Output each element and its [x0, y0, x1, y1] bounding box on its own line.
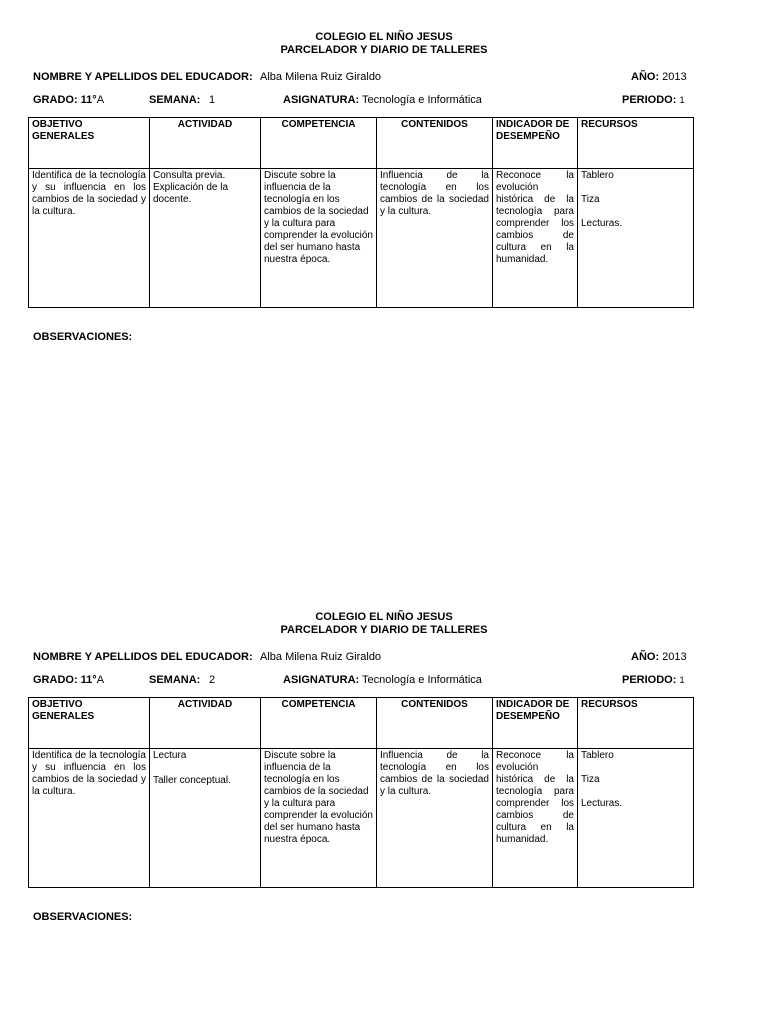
recurso-item: Lecturas. [581, 798, 623, 809]
school-name: COLEGIO EL NIÑO JESUS [315, 611, 453, 623]
cell-contenidos: Influencia de la tecnología en los cambios de la sociedad y la cultura. [377, 749, 493, 888]
cell-recursos [578, 169, 694, 308]
table-header-row [29, 118, 694, 169]
grade-value: A [96, 94, 105, 106]
table-header-row [29, 698, 694, 749]
header-objetivo: OBJETIVO GENERALES [29, 118, 150, 169]
document-subtitle: PARCELADOR Y DIARIO DE TALLERES [280, 624, 488, 636]
period-label: PERIODO: [622, 94, 677, 106]
table-row [29, 749, 694, 888]
header-indicador: INDICADOR DE DESEMPEÑO [493, 698, 578, 749]
header-recursos: RECURSOS [578, 118, 694, 169]
header-actividad: ACTIVIDAD [150, 698, 261, 749]
week-value: 2 [209, 674, 216, 686]
period-value: 1 [679, 675, 685, 685]
educator-value: Alba Milena Ruiz Giraldo [260, 71, 382, 83]
period-value: 1 [679, 95, 685, 105]
cell-objetivo: Identifica de la tecnología y su influencia en los cambios de la sociedad y la cultura. [29, 169, 150, 308]
recurso-item: Tiza [581, 774, 600, 785]
header-actividad: ACTIVIDAD [150, 118, 261, 169]
cell-competencia: Discute sobre la influencia de la tecnología en los cambios de la sociedad y la cultura para comprender la evolución del ser humano hasta nuestra época. [261, 749, 377, 888]
year-label: AÑO: [631, 651, 660, 663]
actividad-item: Lectura [153, 750, 187, 761]
observaciones-label: OBSERVACIONES: [33, 331, 133, 343]
actividad-item: Explicación de la docente. [153, 182, 229, 205]
cell-actividad [150, 749, 261, 888]
year-label: AÑO: [631, 71, 660, 83]
cell-indicador: Reconoce la evolución histórica de la tecnología para comprender los cambios de cultura en la humanidad. [493, 169, 578, 308]
document-subtitle: PARCELADOR Y DIARIO DE TALLERES [280, 44, 488, 56]
grade-value: A [96, 674, 105, 686]
recurso-item: Tiza [581, 194, 600, 205]
grade-label: GRADO: 11° [33, 94, 97, 106]
info-row [33, 93, 686, 107]
educator-row [33, 70, 686, 84]
educator-value: Alba Milena Ruiz Giraldo [260, 651, 382, 663]
plan-table [28, 117, 694, 308]
subject-label: ASIGNATURA: [283, 94, 360, 106]
cell-objetivo: Identifica de la tecnología y su influencia en los cambios de la sociedad y la cultura. [29, 749, 150, 888]
table-row [29, 169, 694, 308]
educator-label: NOMBRE Y APELLIDOS DEL EDUCADOR: [33, 71, 253, 83]
header-contenidos: CONTENIDOS [377, 118, 493, 169]
document-header [0, 31, 768, 57]
year-value: 2013 [662, 71, 687, 83]
header-competencia: COMPETENCIA [261, 698, 377, 749]
recurso-item: Lecturas. [581, 218, 623, 229]
header-objetivo: OBJETIVO GENERALES [29, 698, 150, 749]
year-value: 2013 [662, 651, 687, 663]
week-label: SEMANA: [149, 94, 201, 106]
cell-actividad [150, 169, 261, 308]
grade-label: GRADO: 11° [33, 674, 97, 686]
header-indicador: INDICADOR DE DESEMPEÑO [493, 118, 578, 169]
cell-indicador: Reconoce la evolución histórica de la tecnología para comprender los cambios de cultura en la humanidad. [493, 749, 578, 888]
header-recursos: RECURSOS [578, 698, 694, 749]
observaciones-label: OBSERVACIONES: [33, 911, 133, 923]
cell-contenidos: Influencia de la tecnología en los cambios de la sociedad y la cultura. [377, 169, 493, 308]
plan-table [28, 697, 694, 888]
educator-row [33, 650, 686, 664]
recurso-item: Tablero [581, 750, 614, 761]
document-header [0, 611, 768, 637]
week-value: 1 [209, 94, 216, 106]
subject-value: Tecnología e Informática [362, 674, 482, 686]
actividad-item: Consulta previa. [153, 170, 226, 181]
school-name: COLEGIO EL NIÑO JESUS [315, 31, 453, 43]
subject-label: ASIGNATURA: [283, 674, 360, 686]
educator-label: NOMBRE Y APELLIDOS DEL EDUCADOR: [33, 651, 253, 663]
week-label: SEMANA: [149, 674, 201, 686]
cell-recursos [578, 749, 694, 888]
header-competencia: COMPETENCIA [261, 118, 377, 169]
period-label: PERIODO: [622, 674, 677, 686]
subject-value: Tecnología e Informática [362, 94, 482, 106]
actividad-item: Taller conceptual. [153, 775, 231, 786]
info-row [33, 673, 686, 687]
recurso-item: Tablero [581, 170, 614, 181]
header-contenidos: CONTENIDOS [377, 698, 493, 749]
cell-competencia: Discute sobre la influencia de la tecnología en los cambios de la sociedad y la cultura para comprender la evolución del ser humano hasta nuestra época. [261, 169, 377, 308]
